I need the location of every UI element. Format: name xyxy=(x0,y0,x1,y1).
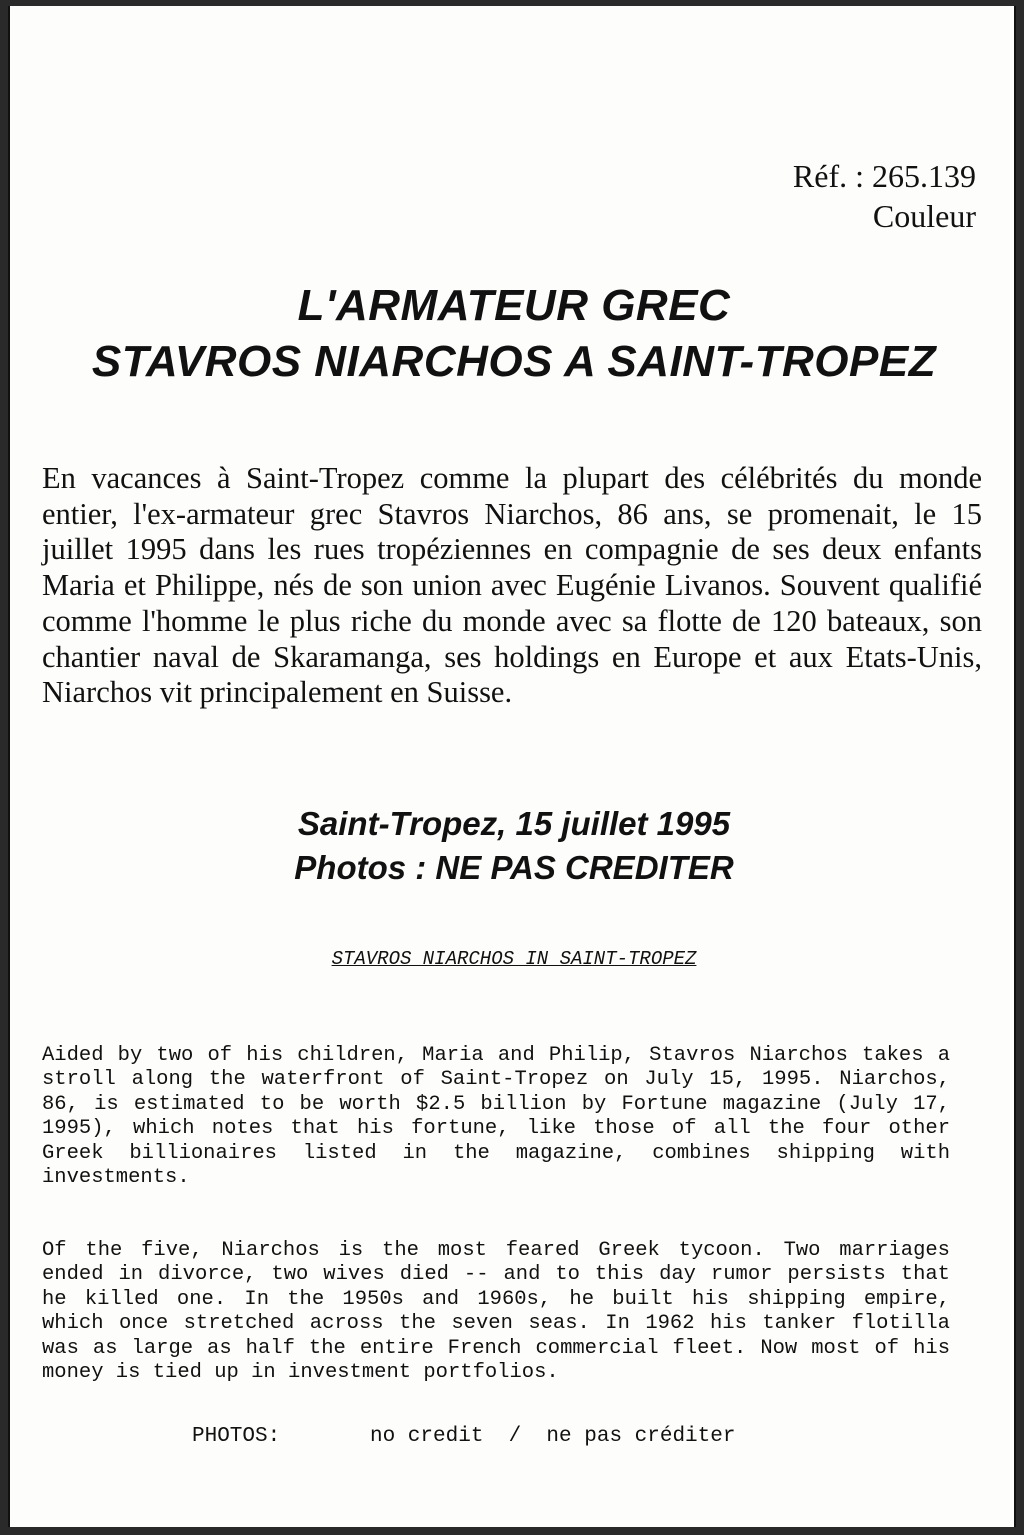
photos-credit-value: no credit / ne pas créditer xyxy=(370,1425,736,1448)
english-paragraph-2: Of the five, Niarchos is the most feared Greek tycoon. Two marriages ended in divorce, two wives died -- and to this day rumor persists that he killed one. In the 1950s and 1960s, he built his shipping empire, which once stretched across the seven seas. In 1962 his tanker flotilla was as large as half the entire French commercial fleet. Now most of his money is tied up in investment portfolios. xyxy=(42,1239,950,1385)
english-paragraph-1: Aided by two of his children, Maria and Philip, Stavros Niarchos takes a stroll along the waterfront of Saint-Tropez on July 15, 1995. Niarchos, 86, is estimated to be worth $2.5 billion by Fortune magazine (July 17, 1995), which notes that his fortune, like those of all the four other Greek billionaires listed in the magazine, combines shipping with investments. xyxy=(42,1044,950,1190)
french-caption: En vacances à Saint-Tropez comme la plupart des célébrités du monde entier, l'ex-armateur grec Stavros Niarchos, 86 ans, se promenait, le 15 juillet 1995 dans les rues tropéziennes en compagnie de ses deux enfants Maria et Philippe, nés de son union avec Eugénie Livanos. Souvent qualifié comme l'homme le plus riche du monde avec sa flotte de 120 bateaux, son chantier naval de Skaramanga, ses holdings en Europe et aux Etats-Unis, Niarchos vit principalement en Suisse. xyxy=(42,461,982,710)
page-title xyxy=(10,278,1016,390)
reference-number: Réf. : 265.139 xyxy=(792,158,976,194)
title-line-1: L'ARMATEUR GREC xyxy=(297,281,731,330)
place-date: Saint-Tropez, 15 juillet 1995 xyxy=(297,805,731,842)
photos-label: PHOTOS: xyxy=(192,1425,281,1448)
photo-credit-notice: Photos : NE PAS CREDITER xyxy=(294,849,734,886)
dateline-block xyxy=(10,802,1016,890)
press-sheet xyxy=(8,6,1016,1527)
english-title: STAVROS NIARCHOS IN SAINT-TROPEZ xyxy=(331,948,697,970)
color-label: Couleur xyxy=(872,198,976,234)
title-line-2: STAVROS NIARCHOS A SAINT-TROPEZ xyxy=(91,337,937,386)
photos-credit-line xyxy=(192,1423,735,1451)
reference-block xyxy=(793,156,976,236)
